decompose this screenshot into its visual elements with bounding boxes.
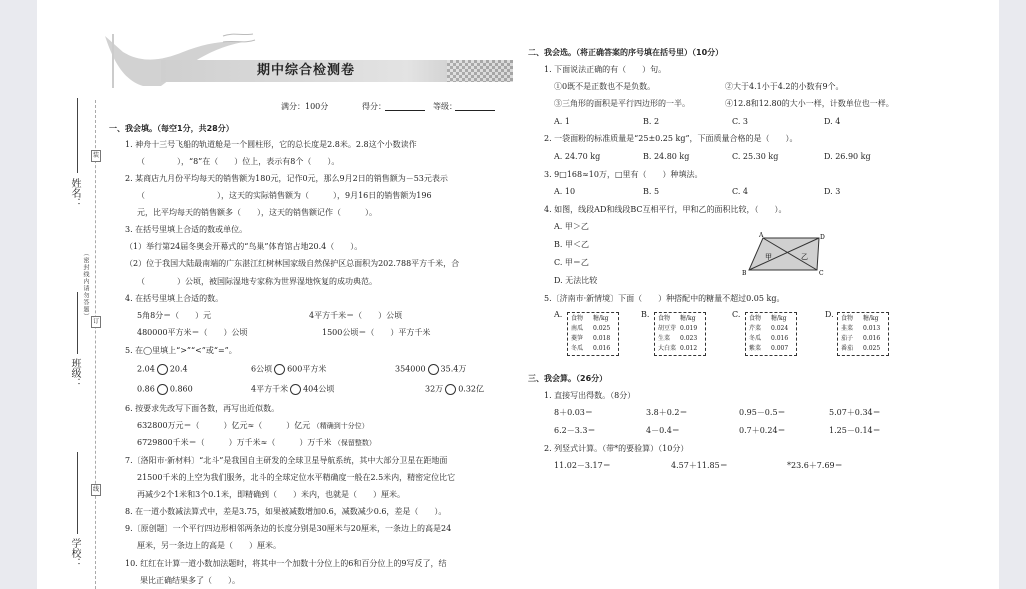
compare-circle[interactable]	[157, 364, 168, 375]
s3-calc-item: 0.7＋0.24＝	[739, 426, 786, 435]
q5-row: 32万 0.32亿	[425, 384, 484, 394]
sugar-table-b: 食物 糖/kg 胡豆芽 0.019 生菜 0.023 大白菜 0.012	[654, 312, 706, 356]
s2-q1-item: ①0既不是正数也不是负数。	[554, 82, 656, 91]
s1-line: （ ）公顷，被国际湿地专家称为世界湿地恢复的成功典范。	[137, 277, 377, 286]
s2-option[interactable]: A. 甲＞乙	[554, 222, 589, 231]
s2-option[interactable]: D. 3	[824, 187, 841, 196]
s2-q5-option-b[interactable]: B.	[641, 310, 650, 319]
q5-row: 354000 35.4万	[395, 364, 467, 374]
school-label: 学校：	[69, 538, 80, 568]
s2-q3: 3. 9□168≈10万，□里有（ ）种填法。	[544, 170, 703, 179]
s3-vertical-item: 4.57＋11.85＝	[671, 461, 728, 470]
fig-label-d: D	[820, 234, 825, 241]
sugar-table-d: 食物 糖/kg 韭菜 0.013 茄子 0.016 番茄 0.025	[837, 312, 889, 356]
s2-q1-item: ④12.8和12.80的大小一样，计数单位也一样。	[725, 99, 894, 108]
q4-item: 5角8分＝（ ）元	[137, 311, 212, 320]
s2-option[interactable]: B. 2	[643, 117, 660, 126]
s2-q4: 4. 如图，线段AD和线段BC互相平行，甲和乙的面积比较，（ ）。	[544, 205, 787, 214]
s1-line: （1）举行第24届冬奥会开幕式的“鸟巢”体育馆占地20.4（ ）。	[125, 242, 363, 251]
fig-label-c: C	[819, 270, 824, 277]
s1-line: 果比正确结果多了（ ）。	[140, 576, 240, 585]
s2-q1: 1. 下面说法正确的有（ ）句。	[544, 65, 667, 74]
school-field[interactable]	[77, 452, 78, 534]
s2-option[interactable]: B. 24.80 kg	[643, 152, 690, 161]
s2-q5-option-d[interactable]: D.	[825, 310, 834, 319]
s2-option[interactable]: B. 5	[643, 187, 660, 196]
s1-line: 6. 按要求先改写下面各数，再写出近似数。	[125, 404, 280, 413]
s3-q1: 1. 直接写出得数。（8分）	[544, 391, 636, 400]
s1-line: 1. 神舟十三号飞船的轨道舱是一个圆柱形，它的总长度是2.8米。2.8这个小数读作	[125, 140, 417, 149]
seal-mark-top: 装	[91, 150, 101, 162]
seal-mark-bottom: 线	[91, 484, 101, 496]
s2-q5: 5.〔济南市·新情境〕下面（ ）种搭配中的糖量不超过0.05 kg。	[544, 294, 785, 303]
compare-circle[interactable]	[290, 384, 301, 395]
s1-line: 3. 在括号里填上合适的数或单位。	[125, 225, 248, 234]
score-label: 得分：	[362, 102, 386, 111]
s2-q2: 2. 一袋面粉的标准质量是“25±0.25 kg”，下面质量合格的是（ ）。	[544, 134, 798, 143]
section1-heading: 一、我会填。（每空1分，共28分）	[109, 124, 234, 133]
s3-calc-item: 8＋0.03＝	[554, 408, 593, 417]
s2-q5-option-c[interactable]: C.	[732, 310, 741, 319]
s2-q5-option-a[interactable]: A.	[554, 310, 563, 319]
s3-calc-item: 1.25－0.14＝	[829, 426, 881, 435]
class-field[interactable]	[77, 292, 78, 354]
q6-item: 632800万元＝（ ）亿元≈（ ）亿元 （精确到十分位）	[137, 421, 369, 430]
sugar-table-a: 食物 糖/kg 南瓜 0.025 菱笋 0.018 冬瓜 0.016	[567, 312, 619, 356]
s2-option[interactable]: C. 25.30 kg	[732, 152, 779, 161]
sugar-table-c: 食物 糖/kg 芹菜 0.024 冬瓜 0.016 紫菜 0.007	[745, 312, 797, 356]
q6-item: 6729800千米＝（ ）万千米≈（ ）万千米 （保留整数）	[137, 438, 376, 447]
s2-option[interactable]: D. 26.90 kg	[824, 152, 871, 161]
s1-line: 元，比平均每天的销售额多（ ），这天的销售额记作（ ）。	[137, 208, 377, 217]
s1-line: （2）位于我国大陆最南端的广东湛江红树林国家级自然保护区总面积为202.788平方千米，合	[125, 259, 460, 268]
name-label: 姓名：	[69, 178, 80, 208]
fig-label-b: B	[742, 270, 747, 277]
compare-circle[interactable]	[274, 364, 285, 375]
seal-mark-mid: 订	[91, 316, 101, 328]
full-score: 满分：100分	[281, 102, 329, 111]
s3-calc-item: 5.07＋0.34＝	[829, 408, 881, 417]
s3-calc-item: 0.95－0.5＝	[739, 408, 786, 417]
s1-line: （ ），这天的实际销售额为（ ），9月16日的销售额为196	[137, 191, 432, 200]
section2-heading: 二、我会选。（将正确答案的序号填在括号里）（10分）	[528, 48, 724, 57]
binding-strip	[37, 0, 107, 589]
s1-line: （ ），“8”在（ ）位上，表示有8个（ ）。	[137, 157, 340, 166]
q5-row: 0.86 0.860	[137, 384, 193, 394]
fig-label-a: A	[759, 232, 764, 239]
s1-line: 10. 红红在计算一道小数加法题时，将其中一个加数十分位上的6和百分位上的9写反了，结	[125, 559, 447, 568]
q4-item: 4平方千米＝（ ）公顷	[309, 311, 403, 320]
page-title: 期中综合检测卷	[256, 63, 355, 78]
s1-line: 9.〔原创题〕一个平行四边形相邻两条边的长度分别是30厘米与20厘米，一条边上的高是24	[125, 524, 452, 533]
grade-field[interactable]	[455, 101, 495, 111]
parallel-figure	[737, 232, 837, 278]
s1-line: 7.〔洛阳市·新材料〕“北斗”是我国自主研发的全球卫星导航系统，其中大部分卫星在距地面	[125, 456, 448, 465]
s1-line: 5. 在◯里填上“>”“<”或“=”。	[125, 346, 237, 355]
seal-line	[95, 100, 96, 589]
s2-q1-item: ②大于4.1小于4.2的小数有9个。	[725, 82, 844, 91]
s2-option[interactable]: C. 4	[732, 187, 749, 196]
section3-heading: 三、我会算。（26分）	[528, 374, 608, 383]
compare-circle[interactable]	[445, 384, 456, 395]
s1-line: 再减少2个1米和3个0.1米，即精确到（ ）米内，也就是（ ）厘米。	[137, 490, 405, 499]
s3-vertical-item: *23.6＋7.69＝	[787, 461, 843, 470]
q5-row: 4平方千米 404公顷	[251, 384, 335, 394]
s2-option[interactable]: A. 1	[554, 117, 570, 126]
grade-label: 等级：	[433, 102, 457, 111]
s3-q2: 2. 列竖式计算。（带*的要验算）（10分）	[544, 444, 689, 453]
s2-q1-item: ③三角形的面积是平行四边形的一半。	[554, 99, 690, 108]
s1-line: 8. 在一道小数减法算式中，差是3.75，如果被减数增加0.6，减数减少0.6，差是（ ）。	[125, 507, 447, 516]
s2-option[interactable]: B. 甲＜乙	[554, 240, 589, 249]
s2-option[interactable]: D. 无法比较	[554, 276, 598, 285]
s1-line: 21500千米的上空为我们服务，北斗的全球定位水平精确度一般在2.5米内，精密定位比它	[137, 473, 456, 482]
s2-option[interactable]: C. 甲＝乙	[554, 258, 589, 267]
compare-circle[interactable]	[157, 384, 168, 395]
s3-calc-item: 6.2－3.3＝	[554, 426, 596, 435]
s2-option[interactable]: C. 3	[732, 117, 749, 126]
s2-option[interactable]: D. 4	[824, 117, 841, 126]
banner-pattern	[447, 60, 513, 82]
score-field[interactable]	[385, 101, 425, 111]
s1-line: 2. 某商店九月份平均每天的销售额为180元，记作0元，那么9月2日的销售额为－53元表示	[125, 174, 448, 183]
s3-calc-item: 3.8＋0.2＝	[646, 408, 688, 417]
compare-circle[interactable]	[428, 364, 439, 375]
exam-sheet	[37, 0, 999, 589]
class-label: 班级：	[69, 358, 80, 388]
q5-row: 6公顷 600平方米	[251, 364, 327, 374]
fig-label-jia: 甲	[765, 253, 772, 261]
fig-label-yi: 乙	[801, 253, 808, 261]
s3-calc-item: 4－0.4＝	[646, 426, 680, 435]
seal-note: （密封线内请勿答题）	[82, 250, 89, 320]
q5-row: 2.04 20.4	[137, 364, 188, 374]
q4-item: 1500公顷＝（ ）平方千米	[322, 328, 431, 337]
s3-vertical-item: 11.02－3.17＝	[554, 461, 611, 470]
s2-option[interactable]: A. 10	[554, 187, 576, 196]
q4-item: 480000平方米＝（ ）公顷	[137, 328, 248, 337]
name-field[interactable]	[77, 98, 78, 173]
s1-line: 4. 在括号里填上合适的数。	[125, 294, 224, 303]
s2-option[interactable]: A. 24.70 kg	[554, 152, 601, 161]
s1-line: 厘米，另一条边上的高是（ ）厘米。	[137, 541, 281, 550]
